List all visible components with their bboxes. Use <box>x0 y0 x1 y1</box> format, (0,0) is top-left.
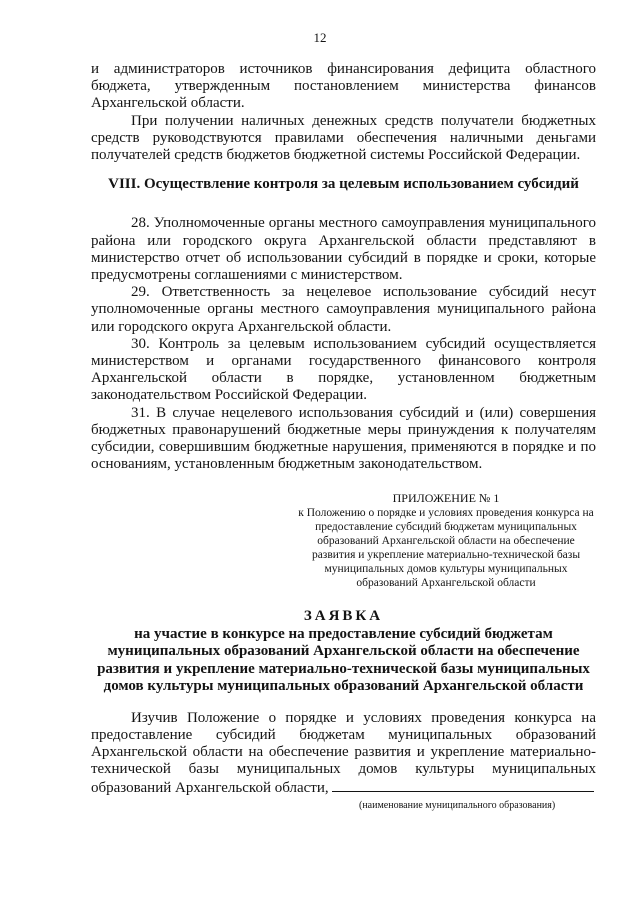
paragraph-31: 31. В случае нецелевого использования субсидий и (или) совершения бюджетных правонарушений бюджетные меры принуждения к получателям субсидии, совершившим бюджетные нарушения, применяются в порядке и по основаниям, установленным бюджетным законодательством. <box>91 404 596 473</box>
appendix-text: к Положению о порядке и условиях проведения конкурса на предоставление субсидий бюджетам муниципальных образований Архангельской области на обеспечение развития и укрепление материально-технической базы муниципальных домов культуры муниципальных образований Архангельской области <box>298 507 594 590</box>
paragraph-29: 29. Ответственность за нецелевое использование субсидий несут уполномоченные органы местного самоуправления муниципального района или городского округа Архангельской области. <box>91 284 596 335</box>
municipality-name-blank <box>332 778 594 792</box>
page-content <box>91 61 596 812</box>
appendix-block <box>296 491 596 590</box>
section-title: VIII. Осуществление контроля за целевым использованием субсидий <box>108 176 579 193</box>
blank-caption: (наименование муниципального образования) <box>359 799 556 811</box>
application-intro <box>91 710 596 798</box>
paragraph-28: 28. Уполномоченные органы местного самоуправления муниципального района или городского округа Архангельской области представляют в министерство отчет об использовании субсидий в порядке и сроки, которые предусмотрены соглашениями с министерством. <box>91 215 596 284</box>
cash-paragraph: При получении наличных денежных средств получатели бюджетных средств руководствуются правилами обеспечения наличными деньгами получателей средств бюджетов бюджетной системы Российской Федерации. <box>91 112 596 164</box>
application-title: ЗАЯВКА <box>303 608 384 625</box>
continuation-paragraph: и администраторов источников финансирования дефицита областного бюджета, утвержденным постановлением министерства финансов Архангельской области. <box>91 61 596 112</box>
application-subtitle: на участие в конкурсе на предоставление субсидий бюджетам муниципальных образований Архангельской области на обеспечение развития и укрепление материально-технической базы муниципальных домов культуры муниципальных образований Архангельской области <box>97 625 590 695</box>
appendix-header: ПРИЛОЖЕНИЕ № 1 <box>392 491 500 506</box>
paragraph-30: 30. Контроль за целевым использованием субсидий осуществляется министерством и органами государственного финансового контроля Архангельской области в порядке, установленном бюджетным законодательством Российской Федерации. <box>91 335 596 404</box>
page-number: 12 <box>313 30 327 45</box>
application-intro-text: Изучив Положение о порядке и условиях проведения конкурса на предоставление субсидий бюджетам муниципальных образований Архангельской области на обеспечение развития и укрепление материально-технической базы муниципальных домов культуры муниципальных образований Архангельской области, <box>91 709 596 797</box>
